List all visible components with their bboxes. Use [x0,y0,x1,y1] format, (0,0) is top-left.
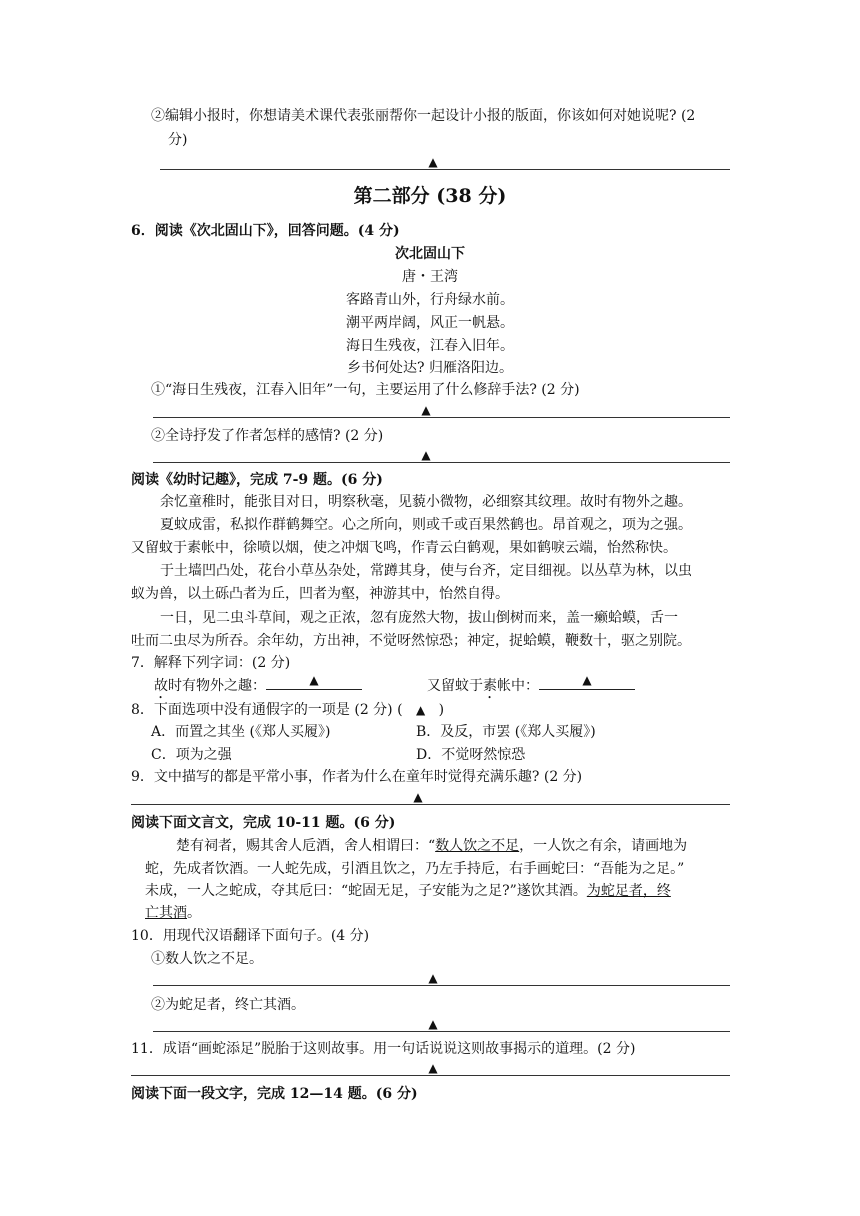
answer-blank[interactable]: ▲ [539,674,635,690]
answer-marker: ▲ [421,448,431,462]
answer-marker: ▲ [428,1017,438,1031]
passage-paragraph: 又留蚊于素帐中，徐喷以烟，使之冲烟飞鸣，作青云白鹤观，果如鹤唳云端，怡然称快。 [131,540,677,556]
question-9-stem: 9．文中描写的都是平常小事，作者为什么在童年时觉得充满乐趣? (2 分) [131,769,583,785]
passage-paragraph: 蚁为兽，以土砾凸者为丘，凹者为壑，神游其中，怡然自得。 [131,586,509,602]
q5-sub2-line2: 分) [168,132,188,148]
poem-author: 唐・王湾 [402,269,458,285]
option-c: C．项为之强 [151,747,232,763]
option-b: B．及反，市罢 (《郑人买履》) [416,724,596,740]
passage-line: 未成，一人之蛇成，夺其卮曰：“蛇固无足，子安能为之足?”遂饮其酒。为蛇足者，终 [145,883,671,899]
reading-intro: 阅读下面文言文，完成 10-11 题。(6 分) [131,815,396,831]
question-10-stem: 10．用现代汉语翻译下面句子。(4 分) [131,928,370,944]
passage-line: 亡其酒。 [145,905,201,921]
question-6-stem: 6．阅读《次北固山下》，回答问题。(4 分) [131,223,400,239]
q5-sub2-line1: ②编辑小报时，你想请美术课代表张丽帮你一起设计小报的版面，你该如何对她说呢? (2 [151,108,696,124]
passage-paragraph: 一日，见二虫斗草间，观之正浓，忽有庞然大物，拔山倒树而来，盖一癞蛤蟆，舌一 [160,610,678,626]
question-11-stem: 11．成语“画蛇添足”脱胎于这则故事。用一句话说说这则故事揭示的道理。(2 分) [131,1041,636,1057]
reading-intro: 阅读下面一段文字，完成 12—14 题。(6 分) [131,1086,418,1102]
answer-marker: ▲ [421,403,431,417]
passage-line: 楚有祠者，赐其舍人卮酒，舍人相谓曰：“数人饮之不足，一人饮之有余，请画地为 [176,838,688,854]
option-d: D．不觉呀然惊恐 [416,747,526,763]
part-heading: 第二部分 (38 分) [353,185,507,207]
question-6-sub1: ①“海日生残夜，江春入旧年”一句，主要运用了什么修辞手法? (2 分) [151,382,580,398]
poem-line: 客路青山外，行舟绿水前。 [346,292,514,308]
answer-line [160,169,730,170]
question-7-item-a: 故时有物外之趣： ▲ [154,674,362,702]
answer-marker: ▲ [428,155,438,169]
underlined-phrase: 为蛇足者，终 [586,883,671,899]
question-6-sub2: ②全诗抒发了作者怎样的感情? (2 分) [151,428,384,444]
poem-line: 海日生残夜，江春入旧年。 [346,338,514,354]
passage-paragraph: 夏蚊成雷，私拟作群鹤舞空。心之所向，则或千或百果然鹤也。昂首观之，项为之强。 [160,517,692,533]
passage-line: 蛇，先成者饮酒。一人蛇先成，引酒且饮之，乃左手持卮，右手画蛇曰：“吾能为之足。” [145,861,685,877]
poem-line: 乡书何处达? 归雁洛阳边。 [347,360,513,376]
answer-marker: ▲ [428,1061,438,1075]
option-a: A．而置之其坐 (《郑人买履》) [151,724,331,740]
question-10-sub1: ①数人饮之不足。 [151,951,263,967]
passage-paragraph: 吐而二虫尽为所吞。余年幼，方出神，不觉呀然惊恐；神定，捉蛤蟆，鞭数十，驱之别院。 [131,633,691,649]
question-10-sub2: ②为蛇足者，终亡其酒。 [151,997,305,1013]
answer-line [131,1075,730,1076]
answer-line [153,985,730,986]
passage-paragraph: 于土墙凹凸处，花台小草丛杂处，常蹲其身，使与台齐，定目细视。以丛草为林，以虫 [160,563,692,579]
answer-marker: ▲ [413,790,423,804]
answer-marker: ▲ [415,703,426,717]
answer-blank[interactable]: ▲ [266,674,362,690]
underlined-phrase: 亡其酒 [145,905,187,921]
poem-title: 次北固山下 [395,246,465,262]
passage-paragraph: 余忆童稚时，能张目对日，明察秋毫，见藐小微物，必细察其纹理。故时有物外之趣。 [160,494,692,510]
underlined-phrase: 数人饮之不足 [435,838,520,854]
answer-line [153,417,730,418]
answer-marker: ▲ [428,971,438,985]
question-7-stem: 7．解释下列字词：(2 分) [131,655,291,671]
poem-line: 潮平两岸阔，风正一帆悬。 [346,315,514,331]
dotted-word: 素 [483,678,497,694]
question-7-item-b: 又留蚊于素帐中： ▲ [427,674,635,702]
answer-line [153,462,730,463]
question-8-stem: 8．下面选项中没有通假字的一项是 (2 分) ( ▲ ) [131,699,444,721]
dotted-word: 故 [154,678,168,694]
answer-line [153,1031,730,1032]
reading-intro: 阅读《幼时记趣》，完成 7-9 题。(6 分) [131,472,383,488]
answer-line [131,804,730,805]
